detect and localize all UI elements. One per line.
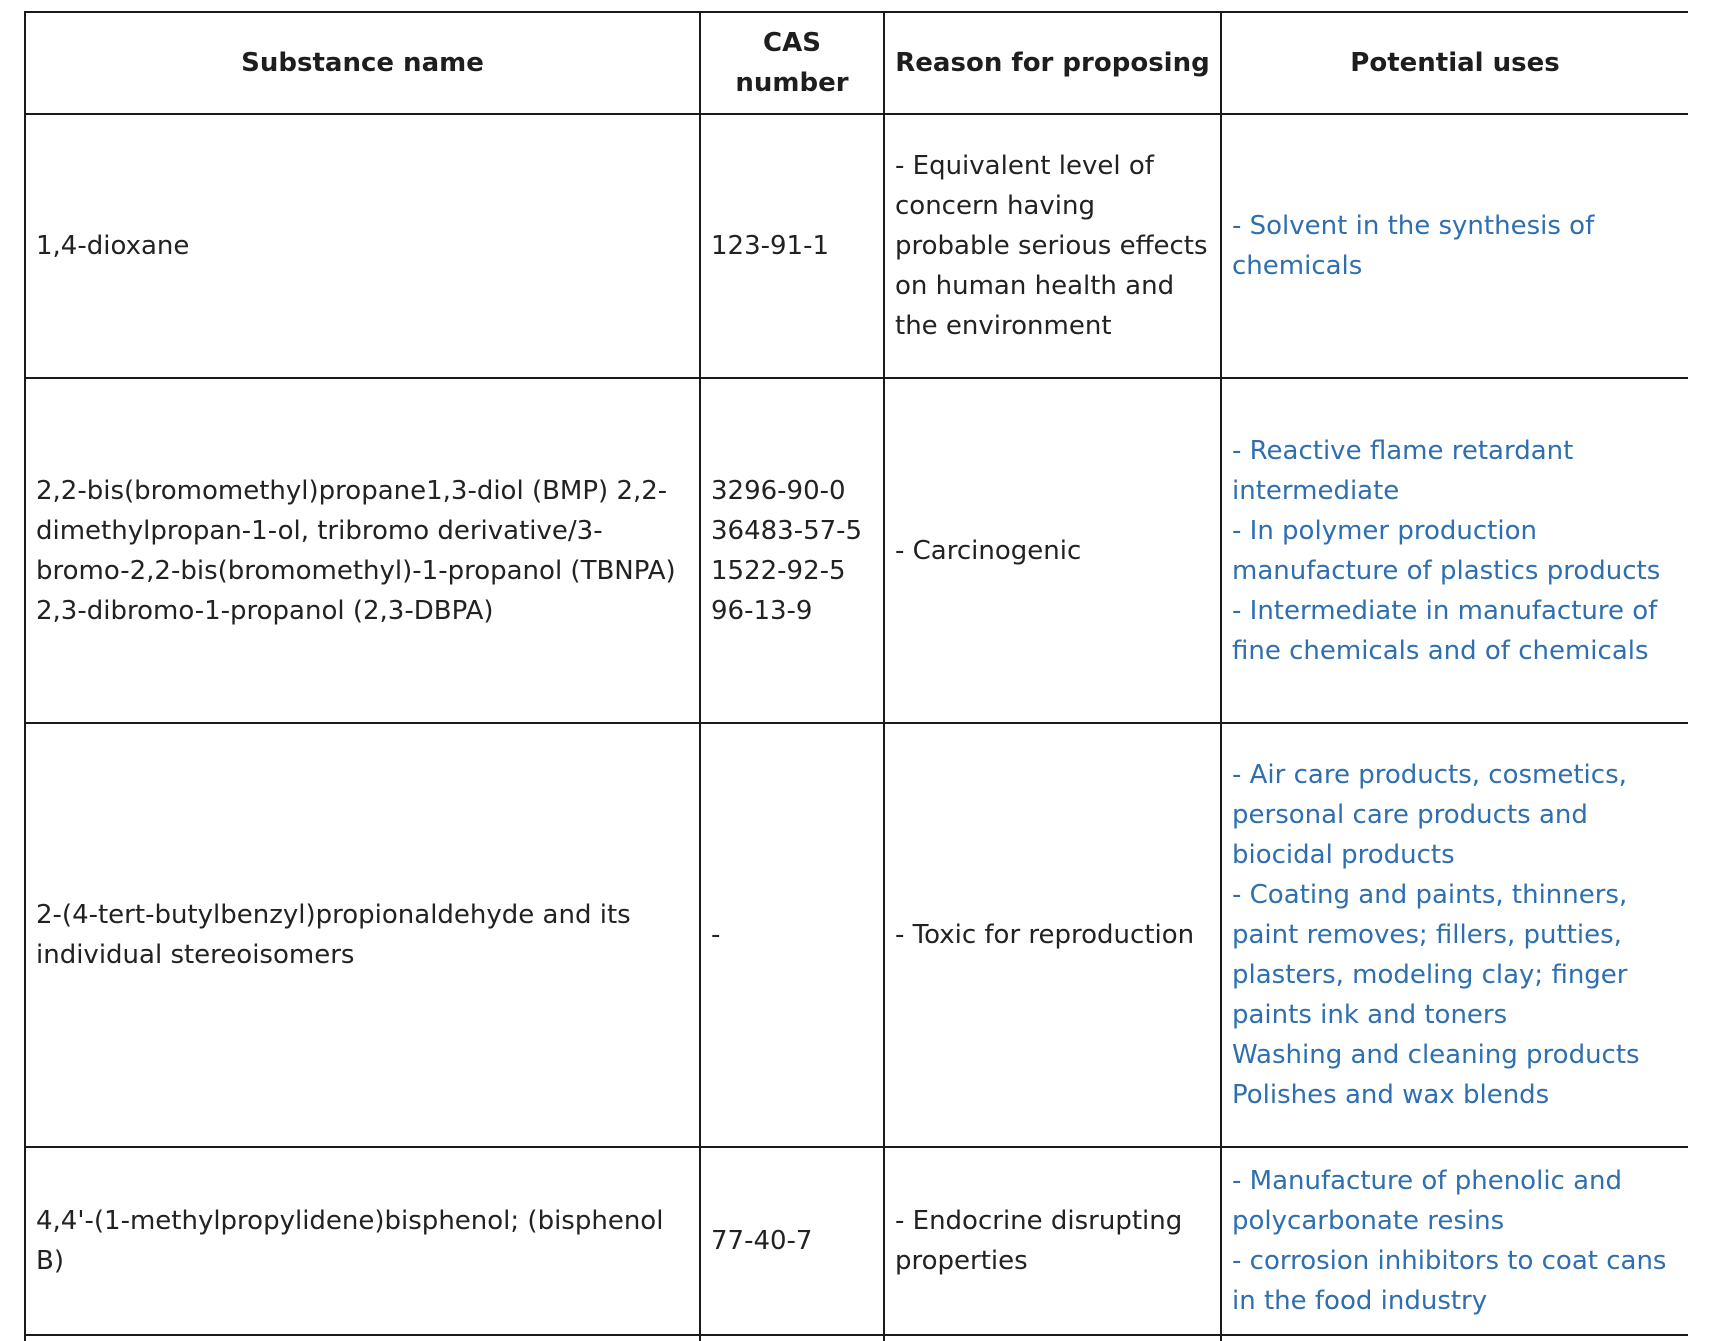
cas-number: 77-40-7 [711,1226,813,1256]
cas-number-cell [700,378,884,723]
potential-use-item: - Intermediate in manufacture of fine chemicals and of chemicals [1232,595,1658,666]
potential-use-item: - Air care products, cosmetics, personal care products and biocidal products [1232,760,1627,870]
table-row [25,1147,1688,1335]
header-reason: Reason for proposing [884,12,1221,114]
cas-number: 123-91-1 [711,231,830,261]
potential-use-item: - Reactive flame retardant intermediate [1232,435,1574,506]
reason-cell-empty [884,1335,1221,1341]
substance-name-cell: 2,2-bis(bromomethyl)propane1,3-diol (BMP) 2,2-dimethylpropan-1-ol, tribromo derivative/3-bromo-2,2-bis(bromomethyl)-1-propanol (TBNPA) 2,3-dibromo-1-propanol (2,3-DBPA) [25,378,700,723]
potential-uses-cell [1221,114,1688,378]
cas-number: - [711,920,721,950]
table-row [25,114,1688,378]
table-header-row [25,12,1688,114]
cas-number: 36483-57-5 [711,515,863,546]
reason-cell: - Endocrine disrupting properties [884,1147,1221,1335]
potential-use-item: - Coating and paints, thinners, paint removes; fillers, putties, plasters, modeling clay; finger paints ink and toners [1232,880,1628,1030]
potential-uses-cell [1221,1147,1688,1335]
potential-use-item: - Solvent in the synthesis of chemicals [1232,211,1595,281]
potential-uses-cell [1221,723,1688,1147]
cas-number: 96-13-9 [711,595,813,626]
header-cas-number: CAS number [700,12,884,114]
cas-number: 3296-90-0 [711,475,846,506]
reason-cell: - Equivalent level of concern having probable serious effects on human health and the environment [884,114,1221,378]
cas-number-cell [700,723,884,1147]
potential-use-item: Polishes and wax blends [1232,1080,1550,1110]
header-potential-uses: Potential uses [1221,12,1688,114]
substance-name-cell: 2-(4-tert-butylbenzyl)propionaldehyde and its individual stereoisomers [25,723,700,1147]
substances-table-container [24,11,1688,1341]
potential-use-item: Washing and cleaning products [1232,1040,1640,1070]
table-row [25,723,1688,1147]
cas-number-cell [700,114,884,378]
cas-number: 1522-92-5 [711,555,846,586]
cas-number-cell-empty [700,1335,884,1341]
substances-table [24,11,1688,1341]
reason-cell: - Carcinogenic [884,378,1221,723]
substance-name-cell: 4,4'-(1-methylpropylidene)bisphenol; (bisphenol B) [25,1147,700,1335]
reason-cell: - Toxic for reproduction [884,723,1221,1147]
cas-number-cell [700,1147,884,1335]
header-substance-name: Substance name [25,12,700,114]
potential-use-item: - corrosion inhibitors to coat cans in the food industry [1232,1246,1667,1316]
potential-use-item: - In polymer production manufacture of plastics products [1232,515,1661,586]
substance-name-cell-empty [25,1335,700,1341]
substance-name-cell: 1,4-dioxane [25,114,700,378]
potential-uses-cell [1221,378,1688,723]
table-row [25,378,1688,723]
table-row-partial [25,1335,1688,1341]
potential-uses-cell-empty [1221,1335,1688,1341]
potential-use-item: - Manufacture of phenolic and polycarbonate resins [1232,1166,1623,1236]
